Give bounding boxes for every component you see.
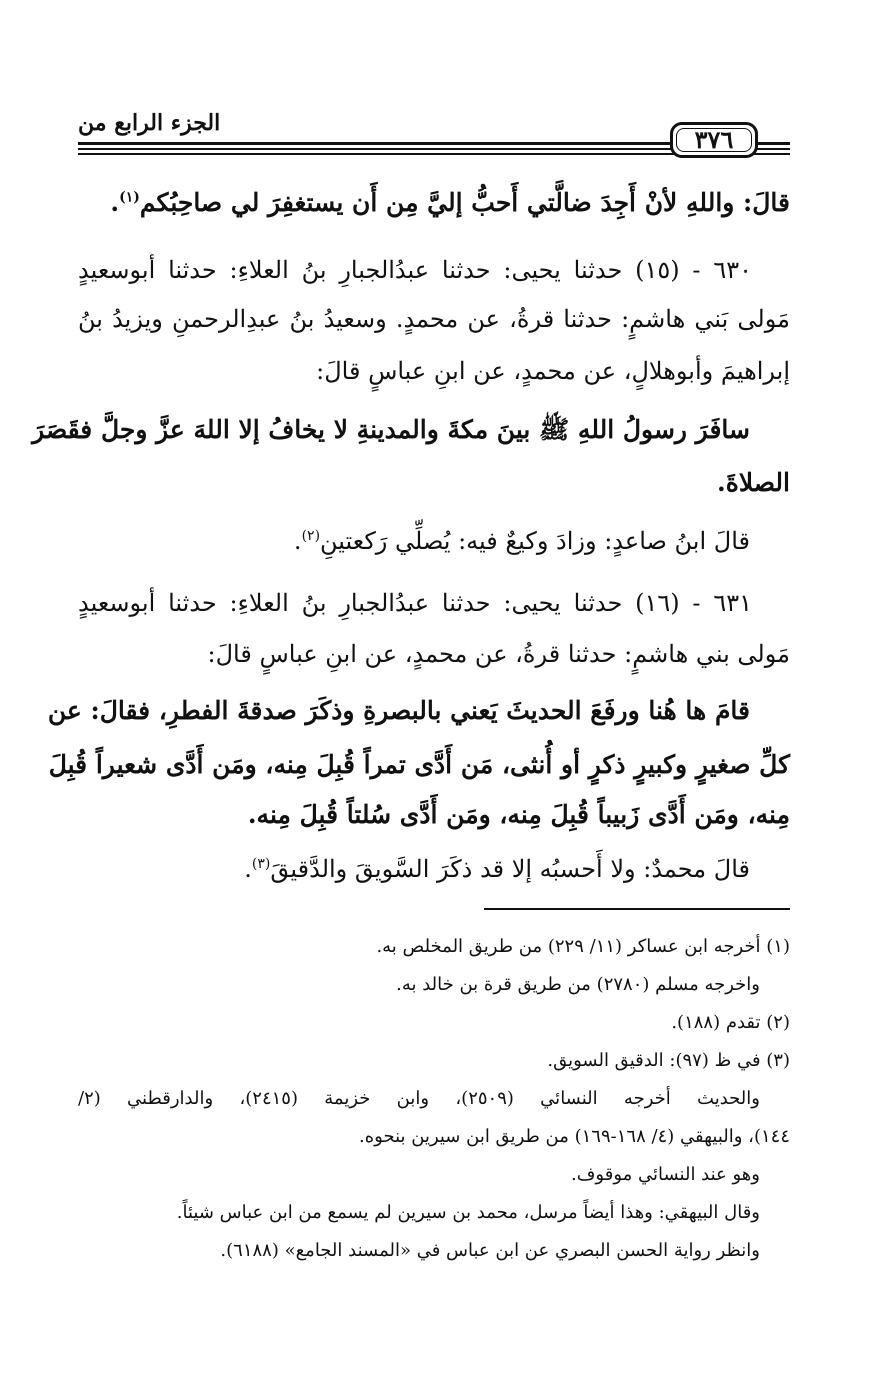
hadith-number-line: ٦٣١ - (١٦) حدثنا يحيى: حدثنا عبدُالجبارِ بنُ العلاءِ: حدثنا أبوسعيدٍ — [78, 589, 752, 617]
footnote-ref: (١) — [119, 189, 140, 206]
footnote-line: (٣) في ظ (٩٧): الدقيق السويق. — [547, 1050, 790, 1071]
text-line: سافَرَ رسولُ اللهِ ﷺ بينَ مكةَ والمدينةِ لا يخافُ إلا اللهَ عزَّ وجلَّ فقَصَرَ — [32, 415, 750, 444]
text-line: مَولى بَني هاشمٍ: حدثنا قرةُ، عن محمدٍ. وسعيدُ بنُ عبدِالرحمنِ ويزيدُ بنُ — [78, 305, 790, 333]
footnote-line: (١) أخرجه ابن عساكر (١١/ ٢٢٩) من طريق المخلص به. — [376, 936, 790, 957]
footnote-line: واخرجه مسلم (٢٧٨٠) من طريق قرة بن خالد به. — [396, 974, 760, 995]
footnote-ref: (٢) — [301, 528, 321, 544]
page-header — [78, 100, 790, 170]
text-line: مِنه، ومَن أَدَّى زَبيباً قُبِلَ مِنه، ومَن أَدَّى سُلتاً قُبِلَ مِنه. — [247, 800, 790, 829]
footnote-line: ١٤٤)، والبيهقي (٤/ ١٦٨-١٦٩) من طريق ابن سيرين بنحوه. — [359, 1126, 790, 1147]
text-line: كلِّ صغيرٍ وكبيرٍ ذكرٍ أو أُنثى، مَن أَدَّى تمراً قُبِلَ مِنه، ومَن أَدَّى شعيراً قُبِلَ — [48, 750, 790, 779]
footnote-ref: (٣) — [251, 856, 271, 872]
text-line: قالَ محمدٌ: ولا أَحسبُه إلا قد ذكَرَ السَّويقَ والدَّقيقَ$^{(٣)}$. — [244, 855, 750, 883]
text-line: إبراهيمَ وأبوهلالٍ، عن محمدٍ، عن ابنِ عباسٍ قالَ: — [316, 357, 790, 385]
footnote-line: والحديث أخرجه النسائي (٢٥٠٩)، وابن خزيمة (٢٤١٥)، والدارقطني (٢/ — [78, 1088, 760, 1109]
text-line: مَولى بني هاشمٍ: حدثنا قرةُ، عن محمدٍ، عن ابنِ عباسٍ قالَ: — [207, 640, 790, 668]
text-line: الصلاةَ. — [717, 468, 790, 497]
footnote-line: وهو عند النسائي موقوف. — [571, 1164, 760, 1185]
text-line: قالَ: واللهِ لأنْ أَجِدَ ضالَّتي أَحبُّ إليَّ مِن أَن يستغفِرَ لي صاحِبُكم$^{(١)}$. — [110, 188, 790, 217]
page-number: ٣٧٦ — [670, 122, 758, 158]
footnote-line: (٢) تقدم (١٨٨). — [671, 1012, 790, 1033]
running-title: الجزء الرابع من — [78, 110, 221, 136]
footnote-separator — [484, 908, 790, 910]
footnote-line: وانظر رواية الحسن البصري عن ابن عباس في «المسند الجامع» (٦١٨٨). — [220, 1240, 760, 1261]
text-line: قالَ ابنُ صاعدٍ: وزادَ وكيعٌ فيه: يُصلِّي رَكعتينِ$^{(٢)}$. — [293, 527, 750, 555]
text-line: قامَ ها هُنا ورفَعَ الحديثَ يَعني بالبصرةِ وذكَرَ صدقةَ الفطرِ، فقالَ: عن — [47, 696, 750, 725]
footnote-line: وقال البيهقي: وهذا أيضاً مرسل، محمد بن سيرين لم يسمع من ابن عباس شيئاً. — [176, 1202, 760, 1223]
hadith-number-line: ٦٣٠ - (١٥) حدثنا يحيى: حدثنا عبدُالجبارِ بنُ العلاءِ: حدثنا أبوسعيدٍ — [78, 256, 752, 284]
